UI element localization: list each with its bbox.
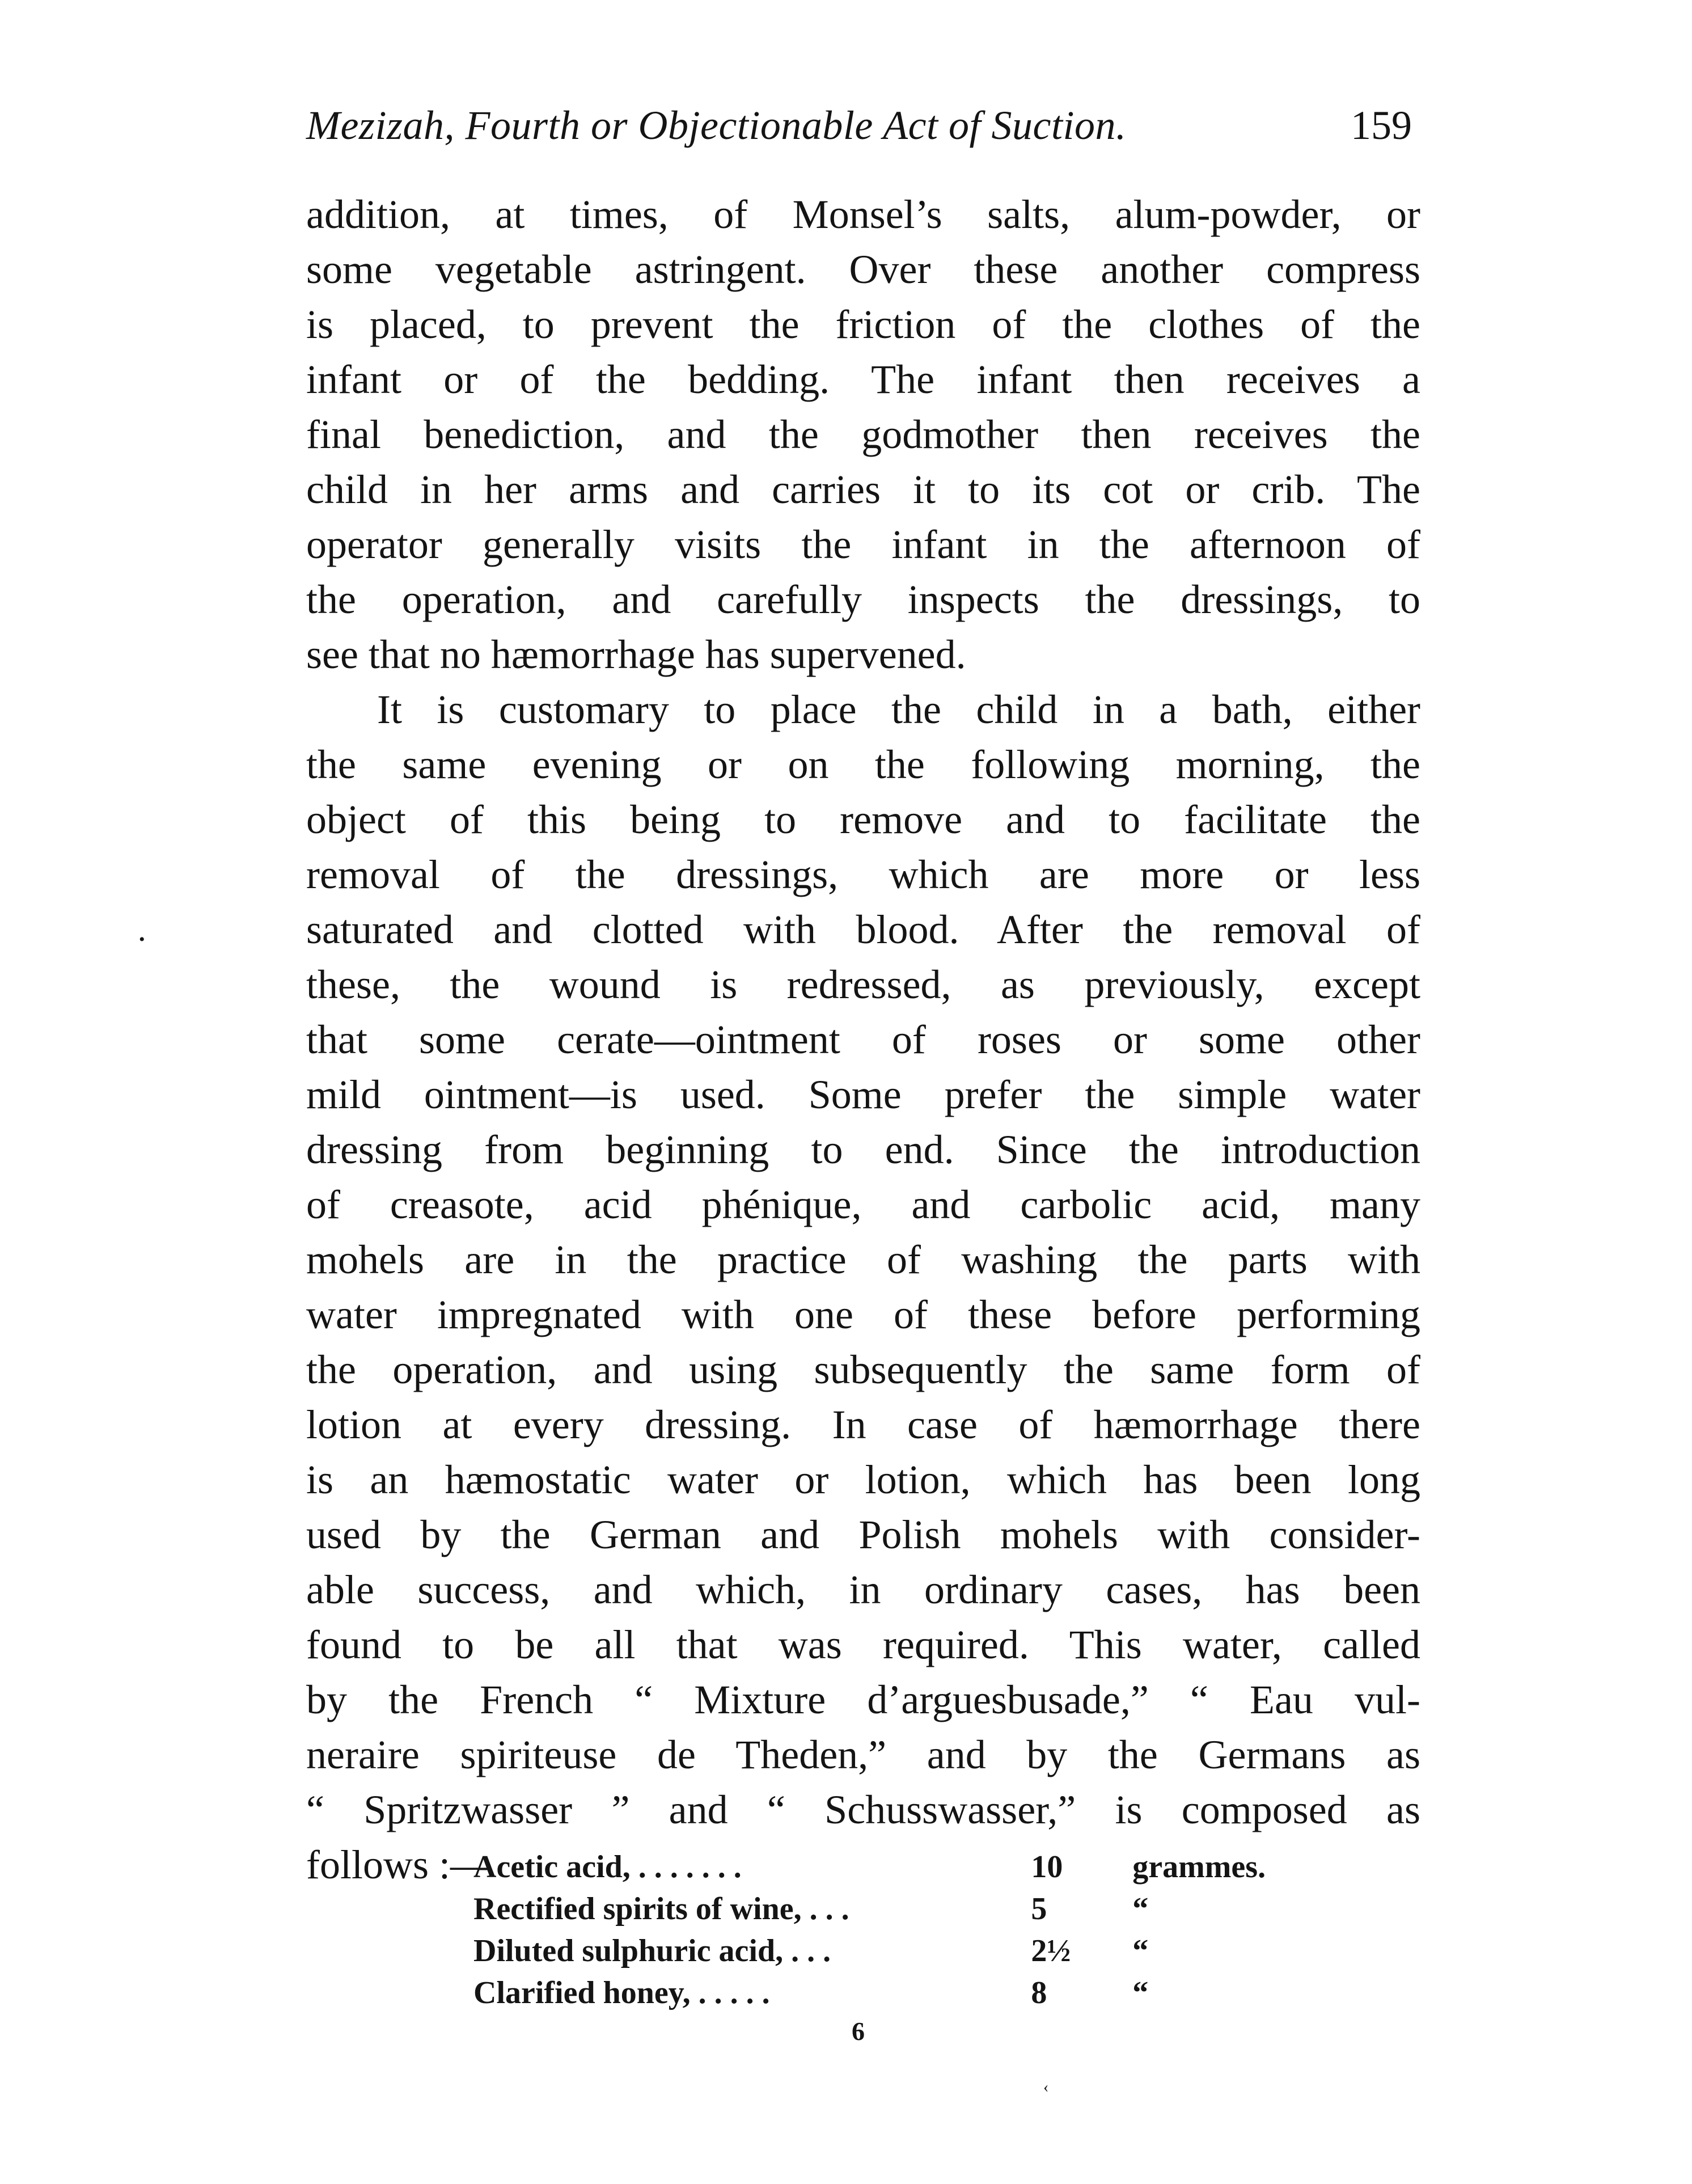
formula-unit: “ — [1132, 1933, 1149, 1968]
text-line: able success, and which, in ordinary cases, has been — [306, 1567, 1420, 1612]
running-head — [306, 102, 1412, 164]
text-line: found to be all that was required. This water, called — [306, 1622, 1420, 1667]
text-line: child in her arms and carries it to its cot or crib. The — [306, 467, 1420, 512]
formula-unit: grammes. — [1132, 1849, 1266, 1885]
text-line: see that no hæmorrhage has supervened. — [306, 632, 966, 677]
text-line: the operation, and carefully inspects the dressings, to — [306, 577, 1420, 622]
text-line: is placed, to prevent the friction of the clothes of the — [306, 302, 1420, 347]
text-line: water impregnated with one of these before performing — [306, 1292, 1420, 1337]
text-line: mild ointment—is used. Some prefer the simple water — [306, 1072, 1420, 1117]
page-number: 159 — [1351, 103, 1412, 148]
formula-row — [473, 1930, 1324, 1972]
text-line: follows :— — [306, 1842, 492, 1887]
paragraph-1 — [306, 187, 1420, 682]
text-line: “ Spritzwasser ” and “ Schusswasser,” is composed as — [306, 1787, 1420, 1832]
text-line: dressing from beginning to end. Since the introduction — [306, 1127, 1420, 1172]
formula-row — [473, 1846, 1324, 1888]
text-line: saturated and clotted with blood. After the removal of — [306, 907, 1420, 952]
body-text — [306, 187, 1420, 1892]
text-line: neraire spiriteuse de Theden,” and by the Germans as — [306, 1732, 1420, 1777]
text-line: removal of the dressings, which are more or less — [306, 852, 1420, 897]
formula-unit: “ — [1132, 1891, 1149, 1927]
text-line: operator generally visits the infant in the afternoon of — [306, 522, 1420, 567]
formula-ingredient: Clarified honey, . . . . . — [473, 1975, 770, 2010]
formula-table — [473, 1846, 1324, 2014]
running-title: Mezizah, Fourth or Objectionable Act of Suction. — [306, 103, 1127, 148]
formula-quantity: 8 — [1031, 1975, 1047, 2010]
text-line: that some cerate—ointment of roses or some other — [306, 1017, 1420, 1062]
formula-quantity: 5 — [1031, 1891, 1047, 1927]
text-line: the operation, and using subsequently the same form of — [306, 1347, 1420, 1392]
paragraph-2 — [306, 682, 1420, 1892]
signature-mark: 6 — [852, 2017, 865, 2046]
text-line: final benediction, and the godmother then receives the — [306, 412, 1420, 457]
text-line: some vegetable astringent. Over these another compress — [306, 247, 1420, 292]
margin-mark: • — [139, 930, 145, 949]
text-line: object of this being to remove and to facilitate the — [306, 797, 1420, 842]
formula-row — [473, 1888, 1324, 1930]
text-line: these, the wound is redressed, as previously, except — [306, 962, 1420, 1007]
formula-quantity: 2½ — [1031, 1933, 1071, 1968]
text-line: is an hæmostatic water or lotion, which has been long — [306, 1457, 1420, 1502]
text-line: infant or of the bedding. The infant then receives a — [306, 357, 1420, 402]
text-line: mohels are in the practice of washing the parts with — [306, 1237, 1420, 1282]
text-line: It is customary to place the child in a bath, either — [377, 687, 1420, 732]
formula-ingredient: Diluted sulphuric acid, . . . — [473, 1933, 831, 1968]
text-line: by the French “ Mixture d’arguesbusade,” “ Eau vul- — [306, 1677, 1420, 1722]
text-line: lotion at every dressing. In case of hæmorrhage there — [306, 1402, 1420, 1447]
margin-mark: ‹ — [1043, 2079, 1049, 2096]
formula-row — [473, 1972, 1324, 2014]
formula-quantity: 10 — [1031, 1849, 1063, 1885]
text-line: the same evening or on the following morning, the — [306, 742, 1420, 787]
text-line: addition, at times, of Monsel’s salts, alum-powder, or — [306, 192, 1420, 237]
formula-ingredient: Acetic acid, . . . . . . . — [473, 1849, 742, 1885]
text-line: used by the German and Polish mohels with consider- — [306, 1512, 1420, 1557]
formula-unit: “ — [1132, 1975, 1149, 2010]
text-line: of creasote, acid phénique, and carbolic acid, many — [306, 1182, 1420, 1227]
formula-ingredient: Rectified spirits of wine, . . . — [473, 1891, 849, 1927]
